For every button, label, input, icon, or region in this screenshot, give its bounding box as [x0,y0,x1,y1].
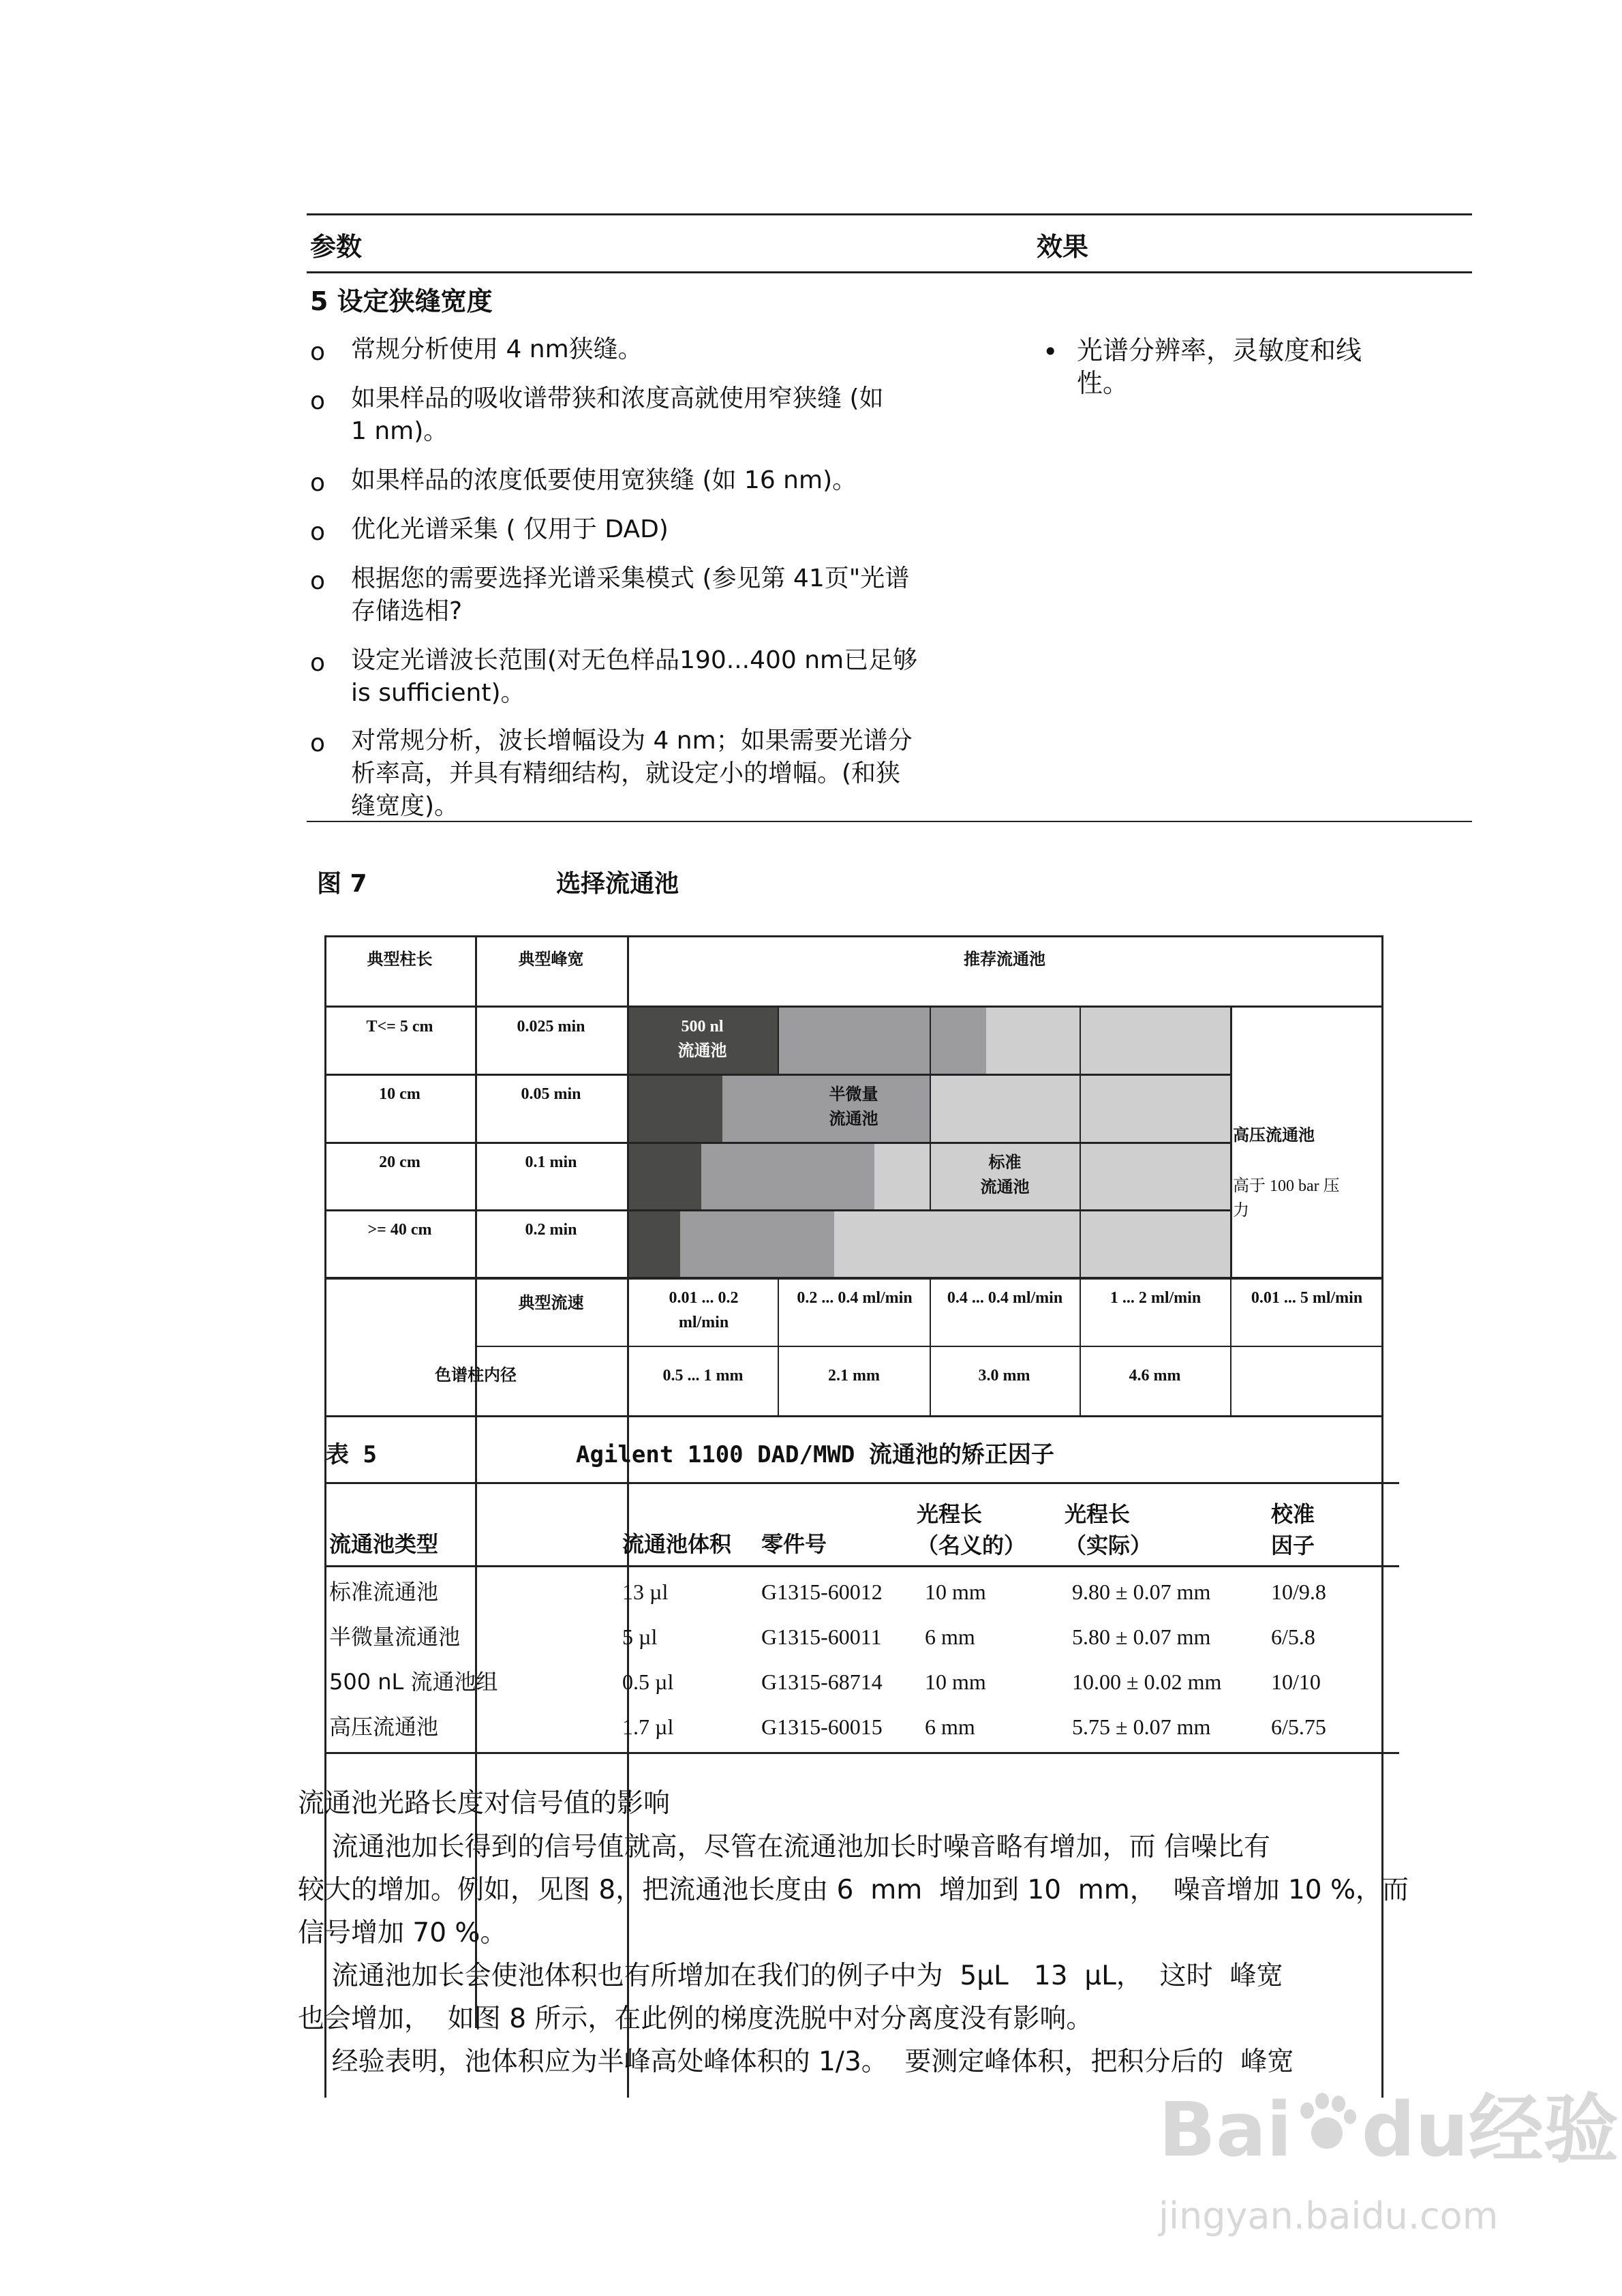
col-line: （名义的） [917,1532,1026,1558]
bullet-icon: o [310,469,326,497]
block-mid [701,1142,874,1209]
block-dark [627,1074,722,1142]
grid-line [324,1277,1383,1280]
figure-label: 图 7 [317,870,367,898]
grid-line [324,1415,1383,1417]
grid-line [1230,1006,1232,1279]
item-line: 存储选相? [351,597,463,625]
label-line: 力 [1233,1202,1249,1220]
cell-part: G1315-68714 [761,1670,883,1694]
flow-line: ml/min [678,1314,729,1331]
label-nl500 [627,1014,778,1063]
col-line: 光程长 [917,1501,983,1527]
table5-bottom-rule [326,1752,1399,1754]
body-line: 较大的增加。例如，见图 8，把流通池长度由 6 mm 增加到 10 mm， 噪音增加 10 %，而 [298,1875,1409,1905]
label-line: 500 nl [681,1018,724,1036]
cell-type: 高压流通池 [329,1714,439,1740]
col-factor [1271,1498,1315,1561]
column-id-value: 0.5 ... 1 mm [662,1367,744,1385]
grid-line [324,935,1383,937]
id-label: 色谱柱内径 [435,1367,517,1385]
label-line: 标准 [988,1154,1022,1172]
header-length: 典型柱长 [367,951,433,969]
bullet-icon: o [310,338,326,366]
effect-bullet: • [1043,337,1058,367]
row-peak-width: 0.2 min [525,1221,577,1239]
block-dark [627,1142,701,1209]
item-line: 根据您的需要选择光谱采集模式 (参见第 41页"光谱 [351,564,910,592]
item-line: 优化光谱采集 ( 仅用于 DAD) [351,515,669,543]
block-mid [778,1006,986,1074]
cell-nominal: 10 mm [925,1580,986,1604]
cell-nominal: 6 mm [925,1715,975,1739]
item-line: 1 nm)。 [351,417,448,445]
cell-actual: 5.75 ± 0.07 mm [1072,1715,1211,1739]
flow-value [780,1286,929,1310]
header-width: 典型峰宽 [518,951,584,969]
flow-line: 0.4 ... 0.4 ml/min [947,1289,1063,1307]
cell-factor: 10/10 [1271,1670,1321,1694]
bullet-icon: o [310,387,326,415]
grid-line [930,1006,931,1074]
col-line: 校准 [1271,1501,1315,1527]
flow-value [1231,1286,1382,1310]
label-line: 半微量 [829,1086,878,1104]
body-line: 也会增加， 如图 8 所示，在此例的梯度洗脱中对分离度没有影响。 [298,2004,1093,2034]
col-actual [1065,1498,1152,1561]
flow-label: 典型流速 [518,1295,584,1312]
table5-title: Agilent 1100 DAD/MWD 流通池的矫正因子 [576,1441,1054,1468]
flow-line: 0.01 ... 0.2 [669,1289,739,1307]
baidu-jingyan-watermark-logo [1159,2086,1619,2173]
item-line: 缝宽度)。 [351,792,459,820]
grid-line [324,1142,1231,1144]
flow-line: 1 ... 2 ml/min [1110,1289,1202,1307]
section-title: 5 设定狭缝宽度 [310,286,493,316]
cell-part: G1315-60015 [761,1715,883,1739]
label-line: 流通池 [677,1042,727,1060]
label-standard [930,1151,1080,1200]
col-nominal [917,1498,1026,1561]
item-line: 如果样品的吸收谱带狭和浓度高就使用窄狭缝 (如 [351,384,884,412]
block-mid [680,1209,834,1278]
block-light [834,1209,1230,1278]
grid-line [1080,1006,1081,1278]
col-line: 光程长 [1065,1501,1131,1527]
logo-bai: Bai [1159,2086,1292,2173]
label-line: 流通池 [829,1111,878,1128]
cell-actual: 5.80 ± 0.07 mm [1072,1625,1211,1649]
flow-value [1081,1286,1230,1310]
logo-du: du [1361,2086,1469,2173]
bullet-icon: o [310,518,326,546]
label-line: 流通池 [980,1179,1030,1196]
bullet-icon: o [310,567,326,595]
logo-jingyan: 经验 [1468,2086,1619,2173]
row-peak-width: 0.1 min [525,1153,577,1171]
cell-type: 半微量流通池 [329,1624,461,1650]
bullet-icon: o [310,649,326,677]
cell-factor: 6/5.75 [1271,1715,1326,1739]
label-highpressure: 高压流通池 [1233,1127,1315,1145]
item-line: 常规分析使用 4 nm狭缝。 [351,335,643,363]
table5-label: 表 5 [326,1441,377,1468]
cell-type: 500 nL 流通池组 [329,1669,498,1695]
table-bottom-rule [307,821,1472,822]
body-line: 流通池加长得到的信号值就高，尽管在流通池加长时噪音略有增加，而 信噪比有 [298,1832,1270,1862]
cell-type: 标准流通池 [329,1579,439,1605]
row-peak-width: 0.05 min [521,1085,581,1103]
grid-line [778,1006,779,1074]
label-line: 高于 100 bar 压 [1233,1177,1340,1195]
body-line: 经验表明，池体积应为半峰高处峰体积的 1/3。 要测定峰体积，把积分后的 峰宽 [298,2046,1294,2077]
body-line: 流通池加长会使池体积也有所增加在我们的例子中为 5μL 13 μL， 这时 峰宽 [298,1961,1283,1991]
paw-icon [1296,2087,1358,2156]
table-top-rule [307,213,1472,215]
row-length: >= 40 cm [367,1221,432,1239]
watermark-site: jingyan.baidu.com [1159,2194,1499,2237]
body-line: 信号增加 70 %。 [298,1918,507,1948]
col-type: 流通池类型 [329,1531,439,1557]
row-length: 10 cm [379,1085,420,1103]
item-line: 对常规分析，波长增幅设为 4 nm；如果需要光谱分 [351,727,913,755]
header-rule [307,271,1472,273]
row-length: T<= 5 cm [366,1018,433,1036]
block-dark [627,1209,680,1278]
col-volume: 流通池体积 [622,1531,732,1557]
cell-volume: 13 µl [622,1580,669,1604]
row-peak-width: 0.025 min [517,1018,585,1036]
col-part: 零件号 [761,1531,827,1557]
table5-header-rule [326,1565,1399,1567]
figure-title: 选择流通池 [556,870,679,898]
col-line: （实际） [1065,1532,1152,1558]
cell-nominal: 10 mm [925,1670,986,1694]
effect-line-1: 光谱分辨率，灵敏度和线 [1077,335,1362,365]
effect-line-2: 性。 [1077,368,1129,398]
section-heading: 流通池光路长度对信号值的影响 [298,1788,671,1819]
col-line: 因子 [1271,1532,1315,1558]
header-recommended: 推荐流通池 [964,951,1045,969]
cell-volume: 5 µl [622,1625,658,1649]
header-effect: 效果 [1037,232,1089,262]
block-light [986,1006,1230,1074]
cell-part: G1315-60012 [761,1580,883,1604]
label-highpressure-desc [1233,1174,1340,1223]
grid-line [324,1074,1231,1076]
item-line: 如果样品的浓度低要使用宽狭缝 (如 16 nm)。 [351,466,857,494]
grid-line [324,1209,1231,1211]
item-line: 析率高，并具有精细结构，就设定小的增幅。(和狭 [351,759,901,787]
column-id-value: 3.0 mm [978,1367,1030,1385]
flow-line: 0.2 ... 0.4 ml/min [797,1289,913,1307]
row-length: 20 cm [379,1153,420,1171]
cell-factor: 6/5.8 [1271,1625,1315,1649]
flow-line: 0.01 ... 5 ml/min [1251,1289,1363,1307]
item-line: is sufficient)。 [351,679,525,707]
item-line: 设定光谱波长范围(对无色样品190...400 nm已足够 [351,646,918,674]
cell-actual: 10.00 ± 0.02 mm [1072,1670,1222,1694]
grid-line [324,1006,1383,1008]
flow-value [930,1286,1080,1310]
cell-factor: 10/9.8 [1271,1580,1326,1604]
cell-volume: 0.5 µl [622,1670,674,1694]
label-semimicro [778,1083,930,1132]
header-param: 参数 [310,232,363,262]
table5-top-rule [326,1482,1399,1484]
bullet-icon: o [310,729,326,757]
column-id-value: 2.1 mm [828,1367,880,1385]
cell-nominal: 6 mm [925,1625,975,1649]
cell-volume: 1.7 µl [622,1715,674,1739]
cell-part: G1315-60011 [761,1625,882,1649]
column-id-value: 4.6 mm [1129,1367,1181,1385]
cell-actual: 9.80 ± 0.07 mm [1072,1580,1211,1604]
flow-value [628,1286,779,1335]
